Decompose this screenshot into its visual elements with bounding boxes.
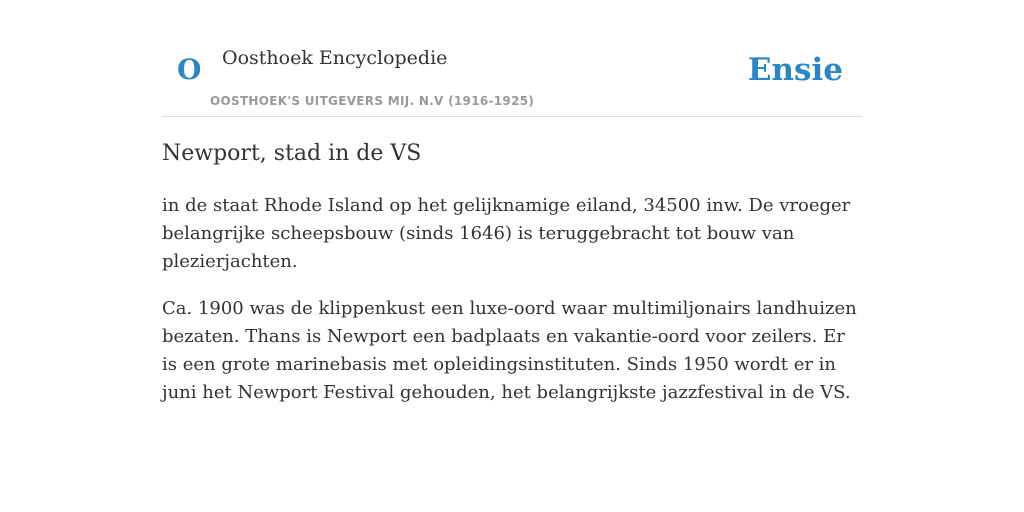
article-title: Newport, stad in de VS [162, 141, 422, 166]
ensie-logo[interactable]: Ensie [747, 52, 843, 88]
article [162, 138, 862, 407]
article-paragraph-1: in de staat Rhode Island op het gelijknamige eiland, 34500 inw. De vroeger belangrijke scheepsbouw (sinds 1646) is teruggebracht tot bouw van plezierjachten. [162, 195, 851, 272]
source-logo[interactable]: O [177, 53, 202, 86]
site-header [162, 0, 862, 117]
source-title-link[interactable]: Oosthoek Encyclopedie [222, 47, 448, 69]
article-paragraph-2: Ca. 1900 was de klippenkust een luxe-oord waar multimiljonairs landhuizen bezaten. Thans is Newport een badplaats en vakantie-oord voor zeilers. Er is een grote marinebasis met opleidingsinstituten. Sinds 1950 wordt er in juni het Newport Festival gehouden, het belangrijkste jazzfestival in de VS. [162, 298, 857, 403]
source-subtitle: OOSTHOEK'S UITGEVERS MIJ. N.V (1916-1925) [210, 94, 535, 108]
